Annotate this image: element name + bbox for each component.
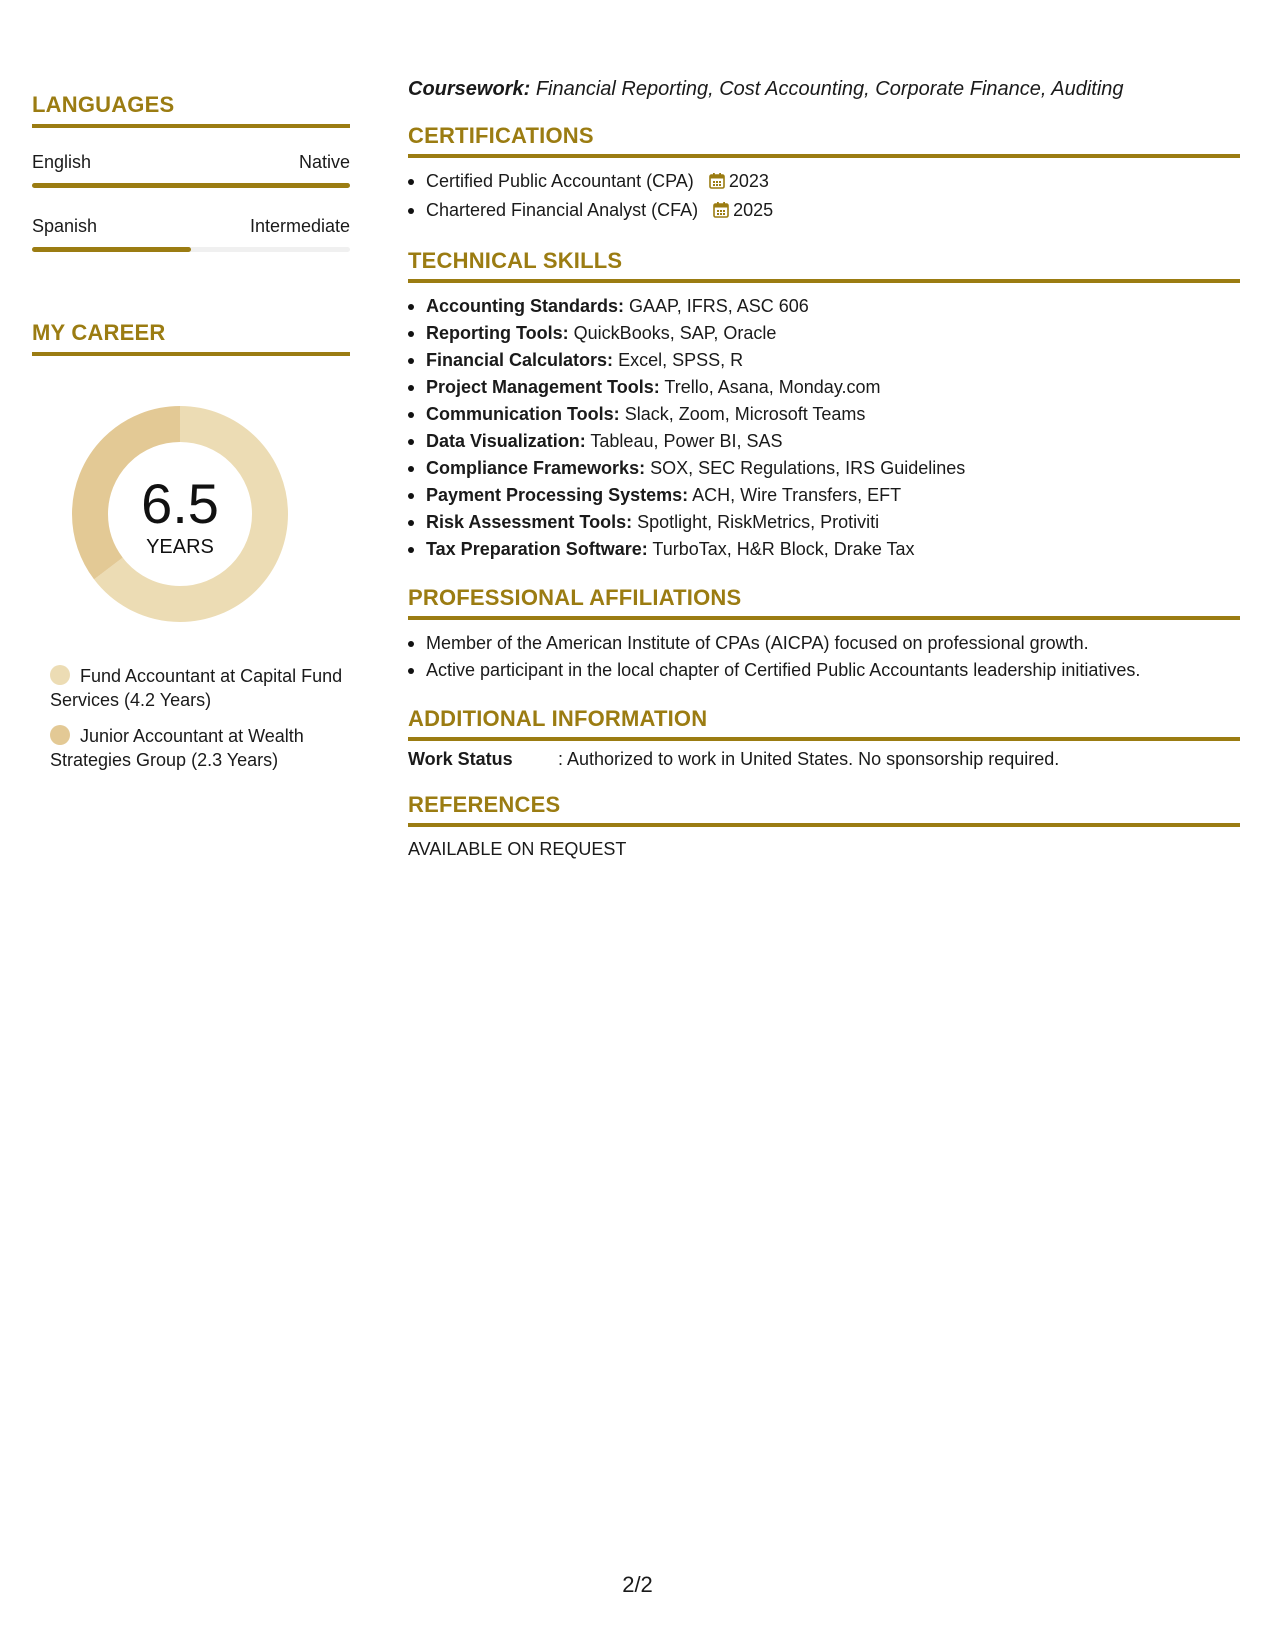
language-name: Spanish	[32, 216, 98, 236]
career-legend-item	[50, 724, 350, 772]
certification-item	[408, 197, 1240, 226]
career-total-unit: YEARS	[146, 536, 214, 558]
references-heading: REFERENCES	[408, 792, 1240, 827]
certifications-list	[408, 168, 1240, 226]
calendar-icon	[713, 199, 729, 226]
skill-item	[408, 293, 1240, 320]
skill-label: Communication Tools:	[426, 404, 620, 424]
skill-value: Trello, Asana, Monday.com	[664, 377, 881, 397]
skill-label: Compliance Frameworks:	[426, 458, 646, 478]
coursework-line	[408, 78, 1240, 101]
skill-value: SOX, SEC Regulations, IRS Guidelines	[650, 458, 966, 478]
technical-skills-heading: TECHNICAL SKILLS	[408, 248, 1240, 283]
skill-item	[408, 347, 1240, 374]
additional-info-heading: ADDITIONAL INFORMATION	[408, 706, 1240, 741]
certification-name: Chartered Financial Analyst (CFA)	[426, 200, 699, 220]
language-item	[32, 152, 350, 188]
affiliations-list	[408, 630, 1240, 684]
skill-value: TurboTax, H&R Block, Drake Tax	[652, 539, 915, 559]
skill-item	[408, 428, 1240, 455]
references-text: AVAILABLE ON REQUEST	[408, 839, 627, 859]
right-column	[408, 78, 1240, 860]
language-name: English	[32, 152, 92, 172]
skill-label: Data Visualization:	[426, 431, 586, 451]
career-role-label: Fund Accountant at Capital Fund Services (4.2 Years)	[50, 666, 343, 710]
skill-value: QuickBooks, SAP, Oracle	[573, 323, 777, 343]
skill-label: Risk Assessment Tools:	[426, 512, 633, 532]
certification-item	[408, 168, 1240, 197]
technical-skills-list	[408, 293, 1240, 563]
skill-value: Slack, Zoom, Microsoft Teams	[624, 404, 866, 424]
career-role-label: Junior Accountant at Wealth Strategies Group (2.3 Years)	[50, 726, 304, 770]
language-level: Intermediate	[249, 216, 350, 236]
skill-value: Excel, SPSS, R	[618, 350, 744, 370]
language-proficiency-fill	[32, 183, 350, 188]
skill-value: Spotlight, RiskMetrics, Protiviti	[637, 512, 880, 532]
page-number: 2/2	[622, 1572, 653, 1597]
skill-value: Tableau, Power BI, SAS	[590, 431, 783, 451]
career-donut-chart	[66, 400, 294, 628]
skill-item	[408, 374, 1240, 401]
certifications-heading: CERTIFICATIONS	[408, 123, 1240, 158]
skill-value: ACH, Wire Transfers, EFT	[692, 485, 902, 505]
coursework-label: Coursework:	[408, 78, 531, 100]
coursework-value: Financial Reporting, Cost Accounting, Corporate Finance, Auditing	[535, 78, 1124, 100]
career-heading: MY CAREER	[32, 320, 350, 356]
certification-name: Certified Public Accountant (CPA)	[426, 171, 694, 191]
calendar-icon	[709, 170, 725, 197]
language-proficiency-fill	[32, 247, 191, 252]
skill-item	[408, 320, 1240, 347]
language-proficiency-bar	[32, 247, 350, 252]
legend-dot-icon	[50, 665, 70, 685]
skill-label: Reporting Tools:	[426, 323, 569, 343]
legend-dot-icon	[50, 725, 70, 745]
skill-item	[408, 482, 1240, 509]
language-proficiency-bar	[32, 183, 350, 188]
skill-value: GAAP, IFRS, ASC 606	[629, 296, 809, 316]
affiliation-item: Member of the American Institute of CPAs (AICPA) focused on professional growth.	[408, 630, 1240, 657]
work-status-label: Work Status	[408, 749, 513, 769]
certification-year: 2023	[728, 171, 769, 191]
left-column	[32, 92, 350, 784]
affiliations-heading: PROFESSIONAL AFFILIATIONS	[408, 585, 1240, 620]
skill-label: Payment Processing Systems:	[426, 485, 689, 505]
certification-year: 2025	[733, 200, 774, 220]
skill-item	[408, 536, 1240, 563]
affiliation-item: Active participant in the local chapter of Certified Public Accountants leadership initiatives.	[408, 657, 1240, 684]
languages-heading: LANGUAGES	[32, 92, 350, 128]
skill-label: Financial Calculators:	[426, 350, 614, 370]
career-legend	[32, 664, 350, 772]
skill-label: Accounting Standards:	[426, 296, 625, 316]
skill-item	[408, 455, 1240, 482]
career-total-value: 6.5	[141, 472, 219, 535]
skill-label: Project Management Tools:	[426, 377, 660, 397]
career-legend-item	[50, 664, 350, 712]
work-status-row	[408, 749, 1240, 770]
skill-label: Tax Preparation Software:	[426, 539, 648, 559]
skill-item	[408, 509, 1240, 536]
skill-item	[408, 401, 1240, 428]
work-status-value: : Authorized to work in United States. No sponsorship required.	[558, 749, 1060, 769]
language-item	[32, 216, 350, 252]
language-level: Native	[298, 152, 350, 172]
